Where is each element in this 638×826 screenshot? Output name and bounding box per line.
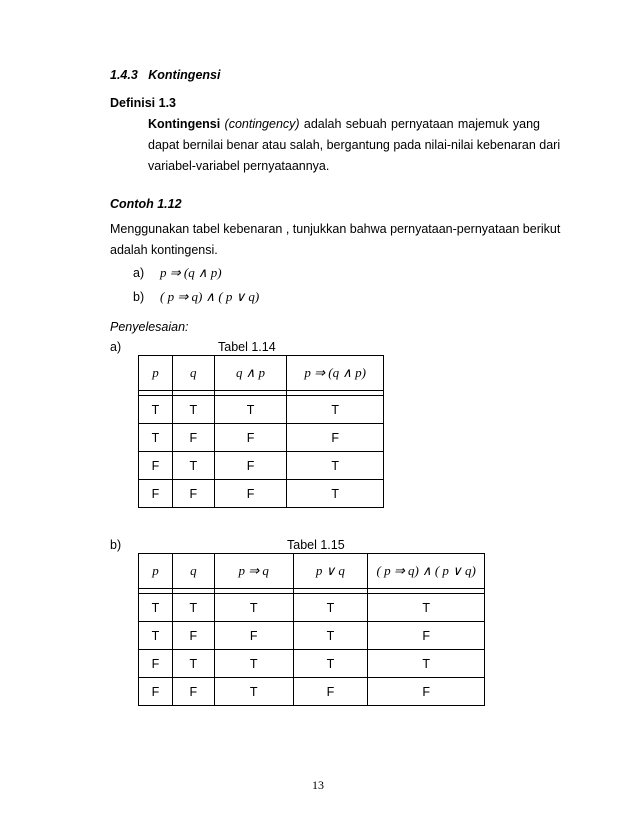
table-row <box>139 480 384 508</box>
table-cell: T <box>214 594 293 622</box>
table-a-header-cell: p ⇒ (q ∧ p) <box>287 356 384 391</box>
table-cell: T <box>293 650 368 678</box>
table-cell: T <box>139 396 173 424</box>
table-cell: F <box>139 678 173 706</box>
table-cell: T <box>287 480 384 508</box>
truth-table-b <box>138 553 485 706</box>
table-cell: F <box>139 480 173 508</box>
example-item-b-expr: ( p ⇒ q) ∧ ( p ∨ q) <box>160 289 260 304</box>
table-cell: T <box>172 594 214 622</box>
table-cell: F <box>368 678 485 706</box>
table-a-part-label: a) <box>110 340 122 354</box>
table-cell: T <box>214 678 293 706</box>
example-line-2: adalah kontingensi. <box>110 243 218 257</box>
page-number: 13 <box>312 778 324 792</box>
definition-term-en: (contingency) <box>224 117 300 131</box>
section-title: Kontingensi <box>148 68 221 82</box>
table-cell: T <box>139 424 173 452</box>
solution-label: Penyelesaian: <box>110 320 189 334</box>
example-item-b-label: b) <box>133 290 145 304</box>
table-cell: T <box>214 396 287 424</box>
table-cell: F <box>139 452 173 480</box>
definition-line-1-rest: adalah sebuah pernyataan majemuk yang <box>303 117 540 131</box>
table-cell: T <box>293 622 368 650</box>
table-row <box>139 396 384 424</box>
example-label: Contoh 1.12 <box>110 197 182 211</box>
table-cell: T <box>172 396 214 424</box>
table-cell: T <box>287 396 384 424</box>
example-line-1: Menggunakan tabel kebenaran , tunjukkan bahwa pernyataan-pernyataan berikut <box>110 222 561 236</box>
table-b-header-cell: p <box>139 554 173 589</box>
table-a-header-row <box>139 356 384 391</box>
table-row <box>139 452 384 480</box>
table-cell: F <box>139 650 173 678</box>
table-cell: F <box>172 622 214 650</box>
table-b-header-row <box>139 554 485 589</box>
table-b-header-cell: ( p ⇒ q) ∧ ( p ∨ q) <box>368 554 485 589</box>
table-b-header-cell: q <box>172 554 214 589</box>
table-a-header-cell: q <box>172 356 214 391</box>
table-b-header-cell: p ⇒ q <box>214 554 293 589</box>
table-cell: T <box>368 650 485 678</box>
table-cell: F <box>368 622 485 650</box>
example-item-a-label: a) <box>133 266 145 280</box>
section-number: 1.4.3 <box>110 68 138 82</box>
table-cell: T <box>139 622 173 650</box>
table-a-header-cell: q ∧ p <box>214 356 287 391</box>
section-heading <box>110 68 220 82</box>
table-cell: F <box>172 678 214 706</box>
table-row <box>139 678 485 706</box>
definition-line-1 <box>148 117 540 131</box>
definition-term: Kontingensi <box>148 117 221 131</box>
table-a-caption: Tabel 1.14 <box>218 340 276 354</box>
table-row <box>139 424 384 452</box>
table-b-part-label: b) <box>110 538 122 552</box>
table-cell: F <box>214 480 287 508</box>
example-item-a-expr: p ⇒ (q ∧ p) <box>160 265 222 280</box>
table-cell: F <box>214 424 287 452</box>
table-cell: T <box>172 650 214 678</box>
definition-label: Definisi 1.3 <box>110 96 176 110</box>
table-cell: T <box>172 452 214 480</box>
definition-line-3: variabel-variabel pernyataannya. <box>148 159 330 173</box>
table-cell: T <box>368 594 485 622</box>
table-a-header-cell: p <box>139 356 173 391</box>
table-cell: F <box>214 452 287 480</box>
table-row <box>139 650 485 678</box>
definition-line-2: dapat bernilai benar atau salah, bergantung pada nilai-nilai kebenaran dari <box>148 138 561 152</box>
table-cell: F <box>287 424 384 452</box>
table-cell: T <box>287 452 384 480</box>
table-b-caption: Tabel 1.15 <box>287 538 345 552</box>
table-cell: F <box>172 424 214 452</box>
table-row <box>139 622 485 650</box>
table-cell: T <box>139 594 173 622</box>
table-cell: F <box>172 480 214 508</box>
table-cell: F <box>293 678 368 706</box>
table-cell: F <box>214 622 293 650</box>
table-row <box>139 594 485 622</box>
table-cell: T <box>293 594 368 622</box>
table-b-header-cell: p ∨ q <box>293 554 368 589</box>
table-cell: T <box>214 650 293 678</box>
truth-table-a <box>138 355 384 508</box>
